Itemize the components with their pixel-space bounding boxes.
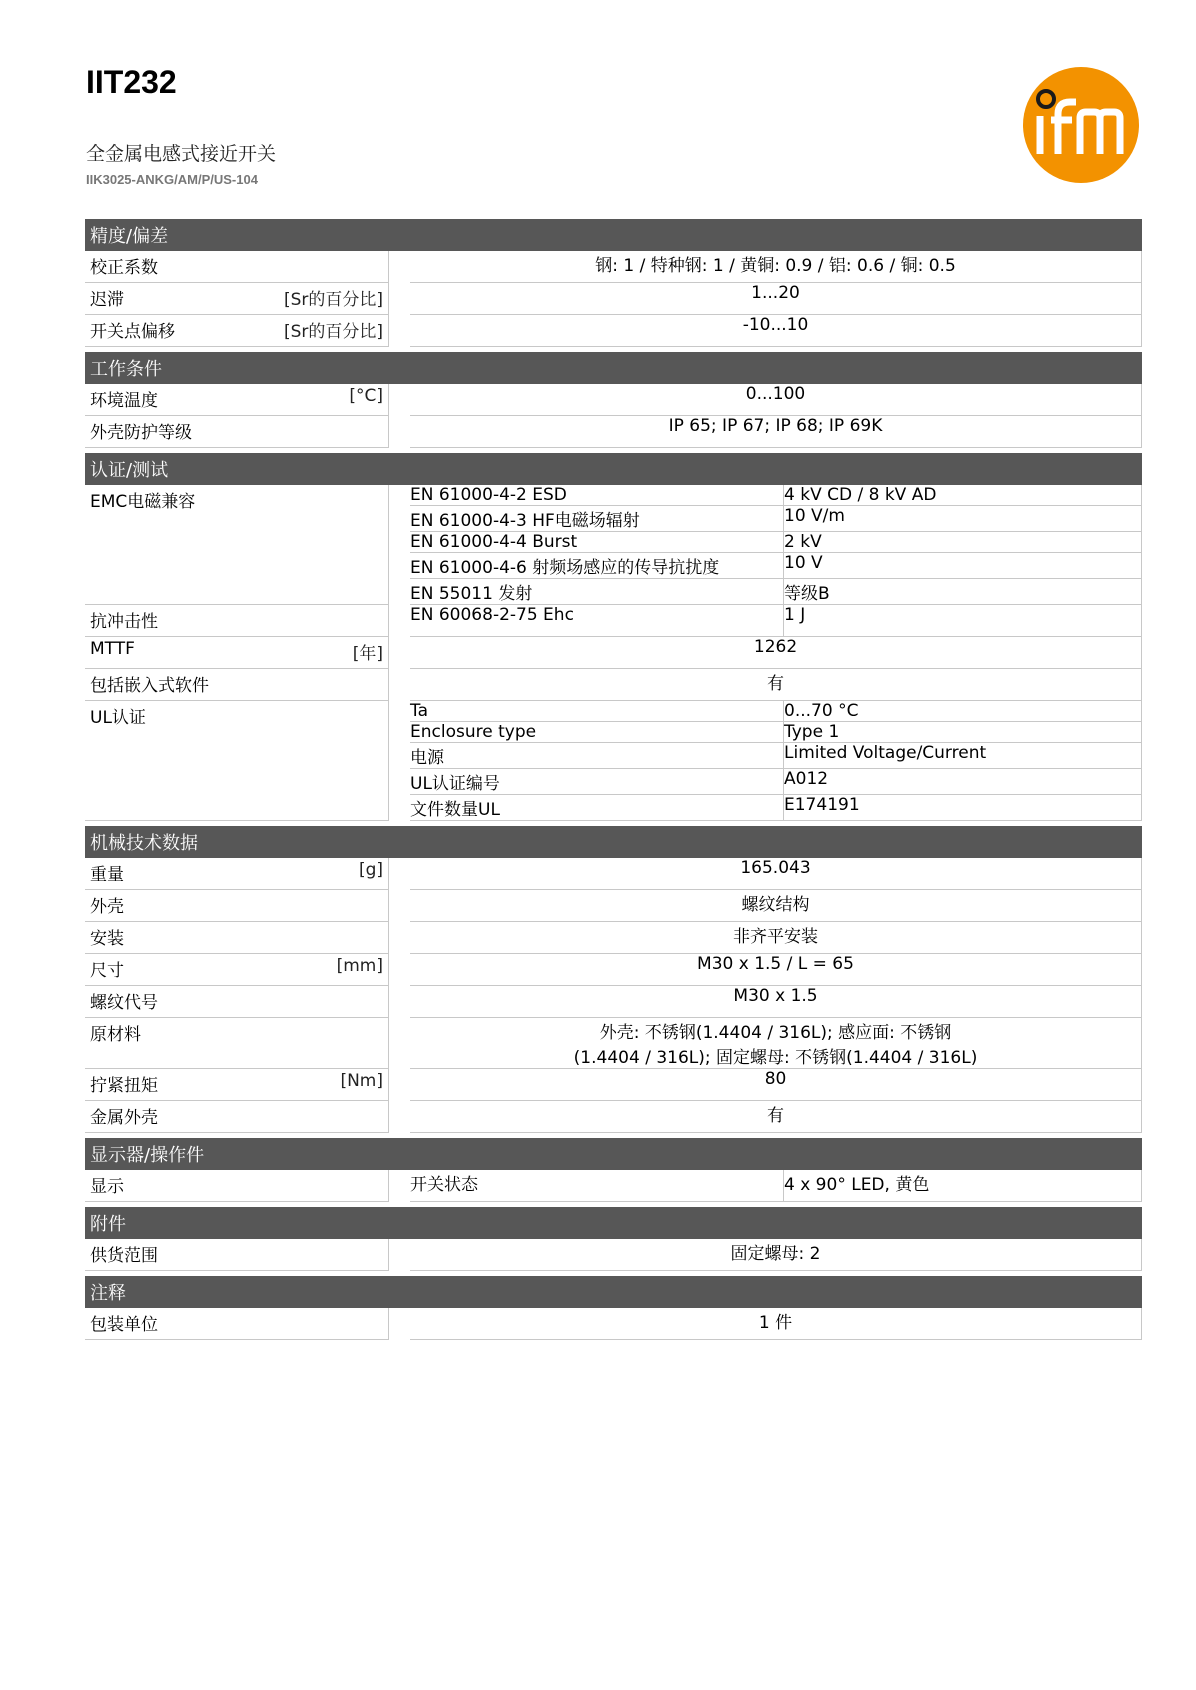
spec-subvalue: 4 kV CD / 8 kV AD xyxy=(784,485,1142,506)
spec-label: 尺寸 xyxy=(90,961,124,981)
spec-unit: [°C] xyxy=(349,386,383,406)
spec-label: 校正系数 xyxy=(90,258,158,278)
section-header-mechanical: 机械技术数据 xyxy=(85,821,1142,858)
spec-subvalue: 1 J xyxy=(784,605,1142,637)
spec-row-mttf xyxy=(85,637,1142,669)
spec-row-weight xyxy=(85,858,1142,890)
spec-row-torque xyxy=(85,1069,1142,1101)
spec-subkey: Enclosure type xyxy=(410,722,784,743)
spec-value: M30 x 1.5 / L = 65 xyxy=(410,954,1142,986)
spec-subvalue: Type 1 xyxy=(784,722,1142,743)
spec-value: 有 xyxy=(410,1101,1142,1133)
spec-subvalue: 0...70 °C xyxy=(784,701,1142,722)
spec-row-materials xyxy=(85,1018,1142,1069)
spec-subvalue: 2 kV xyxy=(784,532,1142,553)
spec-row-emc xyxy=(85,485,1142,506)
ifm-logo xyxy=(1022,66,1140,184)
spec-value: IP 65; IP 67; IP 68; IP 69K xyxy=(410,416,1142,448)
spec-row-correction-factor xyxy=(85,251,1142,283)
spec-subvalue: 10 V/m xyxy=(784,506,1142,532)
spec-unit: [Sr的百分比] xyxy=(283,322,383,342)
spec-value: 80 xyxy=(410,1069,1142,1101)
spec-label: 包装单位 xyxy=(90,1315,158,1335)
spec-table xyxy=(85,219,1142,1340)
spec-label: EMC电磁兼容 xyxy=(90,492,196,512)
spec-row-switch-point-drift xyxy=(85,315,1142,347)
spec-label: 螺纹代号 xyxy=(90,993,158,1013)
spec-value: 固定螺母: 2 xyxy=(410,1239,1142,1271)
spec-value: 0...100 xyxy=(410,384,1142,416)
spec-subkey: EN 61000-4-4 Burst xyxy=(410,532,784,553)
spec-value: 165.043 xyxy=(410,858,1142,890)
spec-row-shock xyxy=(85,605,1142,637)
spec-label: 外壳防护等级 xyxy=(90,423,192,443)
spec-row-display xyxy=(85,1170,1142,1202)
spec-unit: [Sr的百分比] xyxy=(283,290,383,310)
spec-label: 外壳 xyxy=(90,897,124,917)
spec-label: 原材料 xyxy=(90,1025,141,1045)
spec-label: 环境温度 xyxy=(90,391,158,411)
spec-unit: [年] xyxy=(352,644,383,664)
spec-row-thread xyxy=(85,986,1142,1018)
product-name: 全金属电感式接近开关 xyxy=(86,143,277,165)
spec-subvalue: 4 x 90° LED, 黄色 xyxy=(784,1170,1142,1202)
product-code: IIT232 xyxy=(86,64,177,100)
spec-subkey: EN 61000-4-6 射频场感应的传导抗扰度 xyxy=(410,553,784,579)
spec-row-metal-housing xyxy=(85,1101,1142,1133)
section-header-accessories: 附件 xyxy=(85,1202,1142,1239)
spec-label: 抗冲击性 xyxy=(90,612,158,632)
spec-subvalue: E174191 xyxy=(784,795,1142,821)
spec-label: 包括嵌入式软件 xyxy=(90,676,209,696)
spec-row-hysteresis xyxy=(85,283,1142,315)
section-header-operating-conditions: 工作条件 xyxy=(85,347,1142,384)
materials-line-1: 外壳: 不锈钢(1.4404 / 316L); 感应面: 不锈钢 xyxy=(599,1023,952,1043)
spec-label: MTTF xyxy=(90,639,135,659)
spec-label: 金属外壳 xyxy=(90,1108,158,1128)
spec-row-dimensions xyxy=(85,954,1142,986)
spec-label: 拧紧扭矩 xyxy=(90,1076,158,1096)
spec-value: 1...20 xyxy=(410,283,1142,315)
spec-value: -10...10 xyxy=(410,315,1142,347)
article-code: IIK3025-ANKG/AM/P/US-104 xyxy=(86,172,258,187)
materials-line-2: (1.4404 / 316L); 固定螺母: 不锈钢(1.4404 / 316L) xyxy=(573,1048,978,1068)
section-header-tests: 认证/测试 xyxy=(85,448,1142,485)
spec-subkey: EN 61000-4-3 HF电磁场辐射 xyxy=(410,506,784,532)
spec-label: UL认证 xyxy=(90,708,146,728)
spec-value: 1262 xyxy=(410,637,1142,669)
spec-label: 开关点偏移 xyxy=(90,322,175,342)
spec-label: 安装 xyxy=(90,929,124,949)
spec-row-housing xyxy=(85,890,1142,922)
spec-value: 钢: 1 / 特种钢: 1 / 黄铜: 0.9 / 铝: 0.6 / 铜: 0.5 xyxy=(410,251,1142,283)
spec-unit: [mm] xyxy=(336,956,383,976)
spec-subkey: 文件数量UL xyxy=(410,795,784,821)
spec-value: 非齐平安装 xyxy=(410,922,1142,954)
spec-row-protection xyxy=(85,416,1142,448)
spec-subkey: 开关状态 xyxy=(410,1170,784,1202)
spec-label: 迟滞 xyxy=(90,290,124,310)
spec-label: 显示 xyxy=(90,1177,124,1197)
spec-label: 供货范围 xyxy=(90,1246,158,1266)
spec-subvalue: Limited Voltage/Current xyxy=(784,743,1142,769)
spec-label: 重量 xyxy=(90,865,124,885)
spec-unit: [Nm] xyxy=(340,1071,383,1091)
spec-subkey: EN 55011 发射 xyxy=(410,579,784,605)
spec-row-scope xyxy=(85,1239,1142,1271)
section-header-display: 显示器/操作件 xyxy=(85,1133,1142,1170)
spec-row-embedded-software xyxy=(85,669,1142,701)
spec-value: M30 x 1.5 xyxy=(410,986,1142,1018)
spec-subkey: EN 60068-2-75 Ehc xyxy=(410,605,784,637)
spec-row-packaging xyxy=(85,1308,1142,1340)
section-header-accuracy: 精度/偏差 xyxy=(85,219,1142,251)
spec-value: 螺纹结构 xyxy=(410,890,1142,922)
spec-subvalue: 10 V xyxy=(784,553,1142,579)
spec-row-mounting xyxy=(85,922,1142,954)
spec-subvalue: 等级B xyxy=(784,579,1142,605)
spec-value xyxy=(410,1018,1142,1069)
spec-value: 1 件 xyxy=(410,1308,1142,1340)
spec-subkey: 电源 xyxy=(410,743,784,769)
spec-value: 有 xyxy=(410,669,1142,701)
spec-row-ambient-temperature xyxy=(85,384,1142,416)
spec-subkey: EN 61000-4-2 ESD xyxy=(410,485,784,506)
spec-row-ul xyxy=(85,701,1142,722)
spec-unit: [g] xyxy=(358,860,383,880)
spec-subkey: Ta xyxy=(410,701,784,722)
section-header-remarks: 注释 xyxy=(85,1271,1142,1308)
spec-subvalue: A012 xyxy=(784,769,1142,795)
spec-subkey: UL认证编号 xyxy=(410,769,784,795)
